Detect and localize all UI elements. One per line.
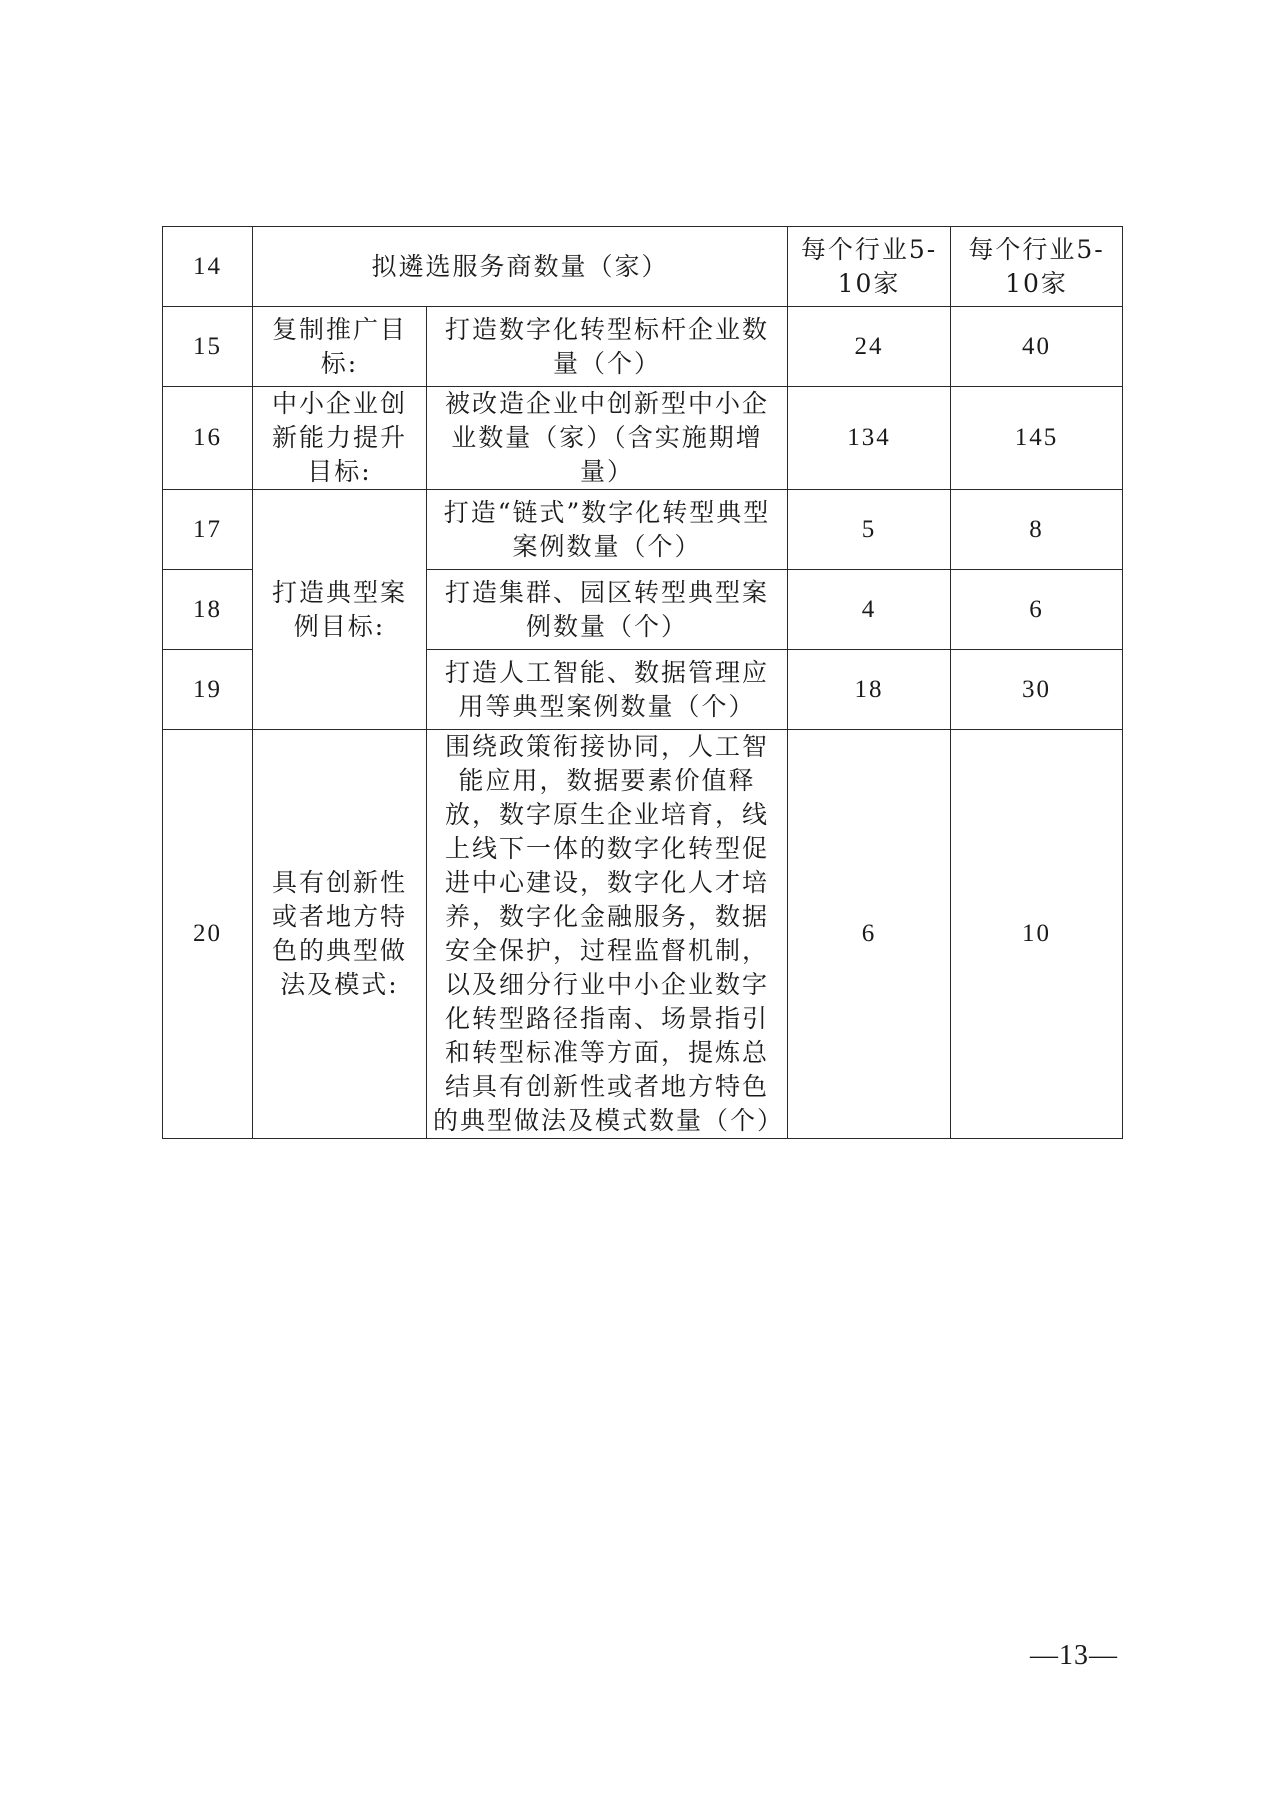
row-number: 18 xyxy=(163,570,253,650)
value-cell: 8 xyxy=(951,490,1123,570)
row-number: 19 xyxy=(163,650,253,730)
item-description: 拟遴选服务商数量（家） xyxy=(253,227,788,307)
category-cell: 具有创新性或者地方特色的典型做法及模式: xyxy=(253,730,427,1139)
item-description: 打造集群、园区转型典型案例数量（个） xyxy=(427,570,788,650)
row-number: 14 xyxy=(163,227,253,307)
category-cell: 打造典型案例目标: xyxy=(253,490,427,730)
value-cell: 5 xyxy=(788,490,951,570)
category-cell: 复制推广目标: xyxy=(253,307,427,387)
targets-table xyxy=(162,226,1123,1139)
item-description: 打造“链式”数字化转型典型案例数量（个） xyxy=(427,490,788,570)
table-row xyxy=(163,387,1123,490)
value-cell: 145 xyxy=(951,387,1123,490)
table-row xyxy=(163,490,1123,570)
value-cell: 4 xyxy=(788,570,951,650)
value-cell: 134 xyxy=(788,387,951,490)
value-cell: 每个行业5-10家 xyxy=(951,227,1123,307)
value-cell: 40 xyxy=(951,307,1123,387)
value-cell: 10 xyxy=(951,730,1123,1139)
table-row xyxy=(163,730,1123,1139)
value-cell: 每个行业5-10家 xyxy=(788,227,951,307)
item-description: 围绕政策衔接协同，人工智能应用，数据要素价值释放，数字原生企业培育，线上线下一体的数字化转型促进中心建设，数字化人才培养，数字化金融服务，数据安全保护，过程监督机制，以及细分行业中小企业数字化转型路径指南、场景指引和转型标准等方面，提炼总结具有创新性或者地方特色的典型做法及模式数量（个） xyxy=(427,730,788,1139)
category-cell: 中小企业创新能力提升目标: xyxy=(253,387,427,490)
row-number: 17 xyxy=(163,490,253,570)
table-row xyxy=(163,307,1123,387)
table-row xyxy=(163,227,1123,307)
row-number: 16 xyxy=(163,387,253,490)
page-number: —13— xyxy=(1030,1640,1118,1671)
value-cell: 6 xyxy=(951,570,1123,650)
item-description: 打造数字化转型标杆企业数量（个） xyxy=(427,307,788,387)
row-number: 20 xyxy=(163,730,253,1139)
row-number: 15 xyxy=(163,307,253,387)
value-cell: 30 xyxy=(951,650,1123,730)
item-description: 打造人工智能、数据管理应用等典型案例数量（个） xyxy=(427,650,788,730)
value-cell: 18 xyxy=(788,650,951,730)
value-cell: 24 xyxy=(788,307,951,387)
value-cell: 6 xyxy=(788,730,951,1139)
item-description: 被改造企业中创新型中小企业数量（家）（含实施期增量） xyxy=(427,387,788,490)
